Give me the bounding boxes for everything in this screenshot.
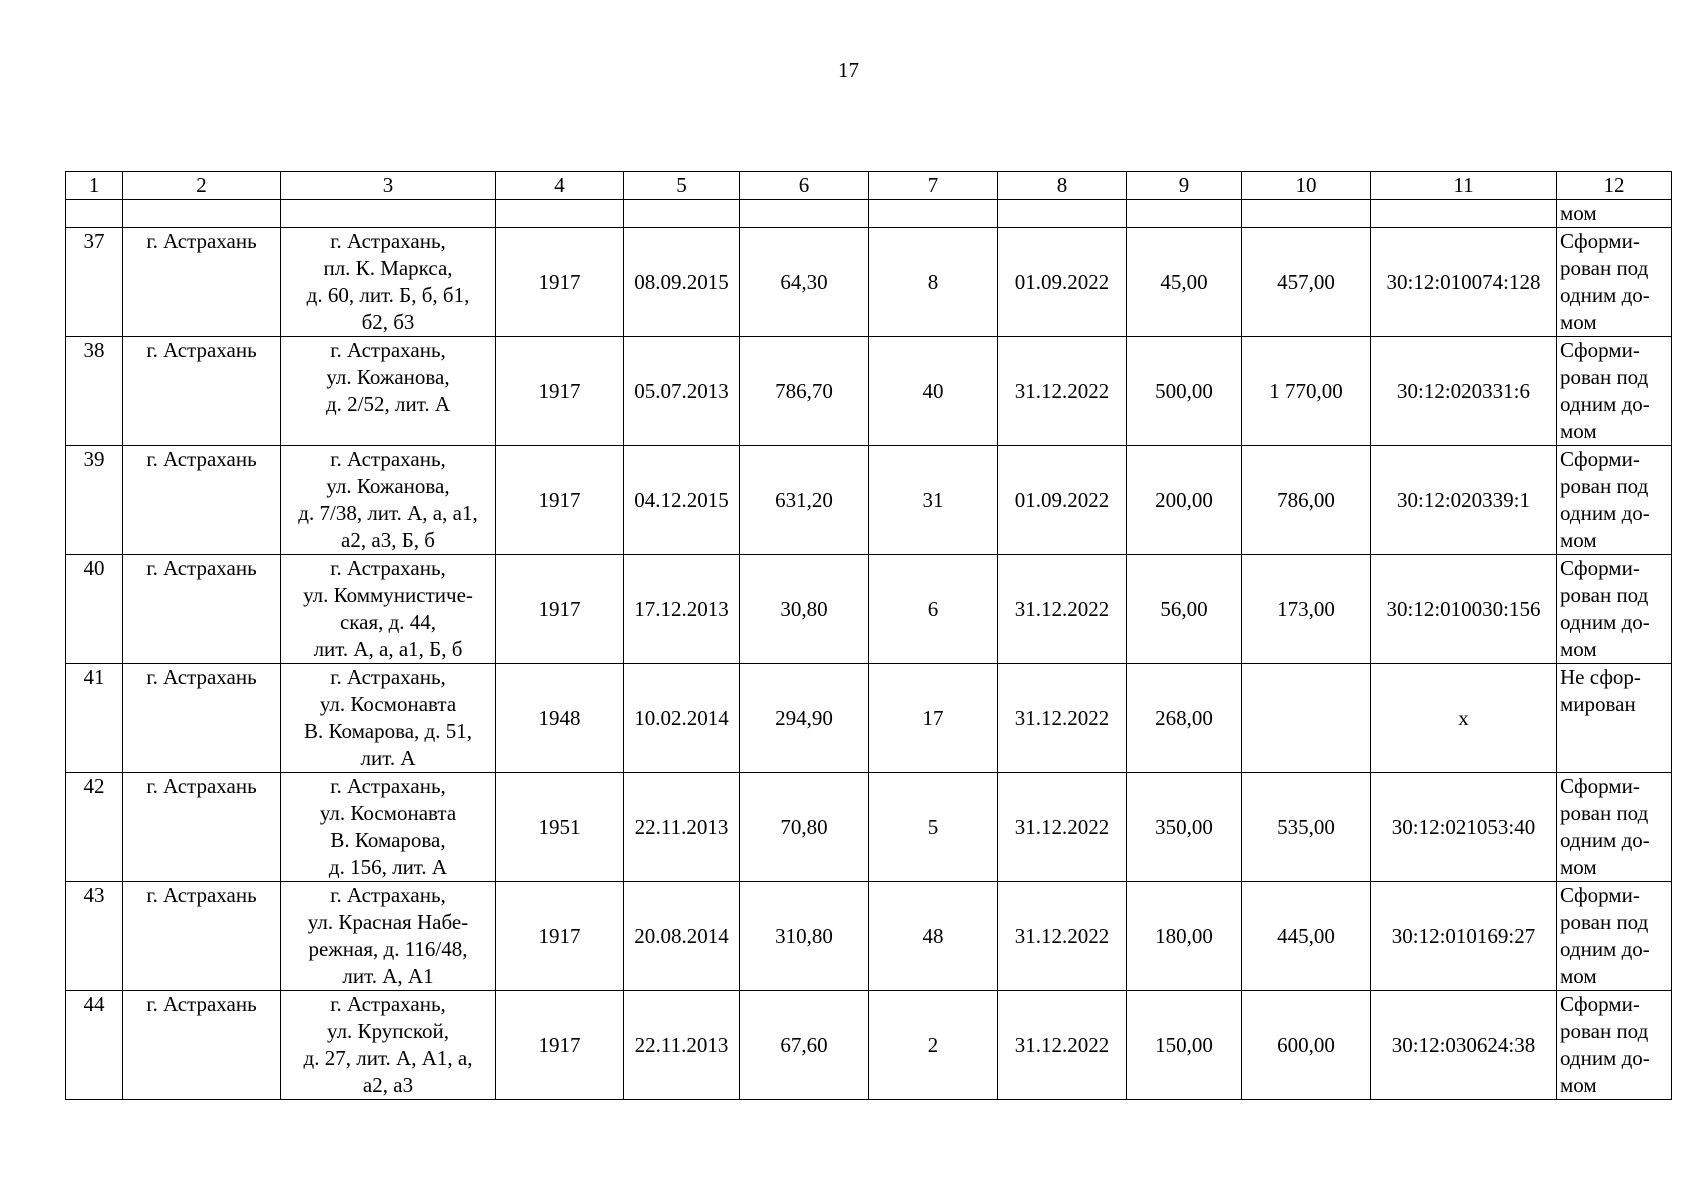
address-cell-line: ул. Кожанова, xyxy=(326,365,450,389)
deadline-cell: 01.09.2022 xyxy=(998,228,1127,337)
city-cell: г. Астрахань xyxy=(123,991,281,1100)
area-cell: 786,70 xyxy=(740,337,869,446)
address-cell-line: ул. Космонавта xyxy=(319,801,457,825)
land-status-cell-line: мирован xyxy=(1560,692,1636,716)
column-10-cell: 786,00 xyxy=(1242,446,1371,555)
column-10-cell: 535,00 xyxy=(1242,773,1371,882)
column-9-cell: 268,00 xyxy=(1127,664,1242,773)
empty-cell xyxy=(624,200,740,228)
land-status-cell-line: мом xyxy=(1560,1073,1597,1097)
column-9-cell: 500,00 xyxy=(1127,337,1242,446)
land-status-cell-line: Сформи- xyxy=(1560,229,1640,253)
cadastral-number-cell: 30:12:030624:38 xyxy=(1371,991,1557,1100)
column-9-cell: 200,00 xyxy=(1127,446,1242,555)
address-cell-line: г. Астрахань, xyxy=(330,883,446,907)
row-number: 43 xyxy=(66,882,123,991)
address-cell-line: ул. Красная Набе- xyxy=(307,910,469,934)
column-number: 7 xyxy=(869,172,998,200)
residents-cell: 5 xyxy=(869,773,998,882)
land-status-cell-line: рован под xyxy=(1560,474,1649,498)
cadastral-number-cell: 30:12:010030:156 xyxy=(1371,555,1557,664)
land-status-cell-line: одним до- xyxy=(1560,1046,1650,1070)
address-cell-line: лит. А, А1 xyxy=(342,964,434,988)
cadastral-number-cell: 30:12:021053:40 xyxy=(1371,773,1557,882)
empty-cell xyxy=(1242,200,1371,228)
residents-cell: 17 xyxy=(869,664,998,773)
empty-cell xyxy=(869,200,998,228)
table-row xyxy=(66,991,1672,1100)
column-number: 6 xyxy=(740,172,869,200)
address-cell-line: ул. Космонавта xyxy=(319,692,457,716)
column-10-cell: 457,00 xyxy=(1242,228,1371,337)
land-status-cell-line: рован под xyxy=(1560,1019,1649,1043)
address-cell-line: б2, б3 xyxy=(361,310,415,334)
row-number: 41 xyxy=(66,664,123,773)
row-number: 44 xyxy=(66,991,123,1100)
address-cell-line: г. Астрахань, xyxy=(330,992,446,1016)
table-body xyxy=(66,172,1672,1100)
row-number: 37 xyxy=(66,228,123,337)
deadline-cell: 01.09.2022 xyxy=(998,446,1127,555)
column-number: 3 xyxy=(281,172,496,200)
land-status-cell-line: одним до- xyxy=(1560,392,1650,416)
address-cell-line: г. Астрахань, xyxy=(330,665,446,689)
table-row xyxy=(66,446,1672,555)
land-status-cell-line: мом xyxy=(1560,964,1597,988)
column-10-cell: 600,00 xyxy=(1242,991,1371,1100)
address-cell-line: д. 7/38, лит. А, а, а1, xyxy=(298,501,478,525)
deadline-cell: 31.12.2022 xyxy=(998,882,1127,991)
address-cell-line: д. 27, лит. А, А1, а, xyxy=(303,1046,473,1070)
area-cell: 310,80 xyxy=(740,882,869,991)
deadline-cell: 31.12.2022 xyxy=(998,991,1127,1100)
year-cell: 1948 xyxy=(496,664,624,773)
empty-cell xyxy=(1371,200,1557,228)
address-cell-line: лит. А, а, а1, Б, б xyxy=(313,637,463,661)
land-status-cell xyxy=(1557,991,1672,1100)
land-status-cell-line: мом xyxy=(1560,310,1597,334)
address-cell-line: пл. К. Маркса, xyxy=(323,256,453,280)
land-status-cell-line: мом xyxy=(1560,637,1597,661)
land-status-cell xyxy=(1557,446,1672,555)
land-status-cell xyxy=(1557,228,1672,337)
land-status-cell-line: одним до- xyxy=(1560,937,1650,961)
address-cell-line: ул. Крупской, xyxy=(327,1019,449,1043)
empty-cell xyxy=(740,200,869,228)
date-cell: 20.08.2014 xyxy=(624,882,740,991)
year-cell: 1951 xyxy=(496,773,624,882)
page-number: 17 xyxy=(838,58,859,82)
cadastral-number-cell: х xyxy=(1371,664,1557,773)
deadline-cell: 31.12.2022 xyxy=(998,337,1127,446)
land-status-cell-line: Не сфор- xyxy=(1560,665,1641,689)
address-cell-line: режная, д. 116/48, xyxy=(308,937,468,961)
land-status-cell xyxy=(1557,664,1672,773)
column-number: 5 xyxy=(624,172,740,200)
land-status-cell-line: рован под xyxy=(1560,910,1649,934)
column-10-cell xyxy=(1242,664,1371,773)
year-cell: 1917 xyxy=(496,882,624,991)
land-status-cell-line: мом xyxy=(1560,419,1597,443)
table-row xyxy=(66,773,1672,882)
residents-cell: 2 xyxy=(869,991,998,1100)
address-cell-line: д. 156, лит. А xyxy=(328,855,448,879)
city-cell: г. Астрахань xyxy=(123,882,281,991)
address-cell-line: г. Астрахань, xyxy=(330,774,446,798)
residents-cell: 40 xyxy=(869,337,998,446)
city-cell: г. Астрахань xyxy=(123,555,281,664)
address-cell xyxy=(281,991,496,1100)
year-cell: 1917 xyxy=(496,555,624,664)
date-cell: 05.07.2013 xyxy=(624,337,740,446)
deadline-cell: 31.12.2022 xyxy=(998,555,1127,664)
column-number: 8 xyxy=(998,172,1127,200)
land-status-cell xyxy=(1557,882,1672,991)
housing-registry-table xyxy=(65,171,1672,1100)
land-status-cell-line: мом xyxy=(1560,855,1597,879)
year-cell: 1917 xyxy=(496,991,624,1100)
land-status-cell-line: одним до- xyxy=(1560,610,1650,634)
column-9-cell: 350,00 xyxy=(1127,773,1242,882)
column-number: 9 xyxy=(1127,172,1242,200)
column-number: 10 xyxy=(1242,172,1371,200)
area-cell: 30,80 xyxy=(740,555,869,664)
land-status-cell-line: Сформи- xyxy=(1560,338,1640,362)
column-10-cell: 1 770,00 xyxy=(1242,337,1371,446)
column-number: 11 xyxy=(1371,172,1557,200)
year-cell: 1917 xyxy=(496,446,624,555)
land-status-cell-line: Сформи- xyxy=(1560,556,1640,580)
city-cell: г. Астрахань xyxy=(123,664,281,773)
address-cell xyxy=(281,228,496,337)
deadline-cell: 31.12.2022 xyxy=(998,664,1127,773)
empty-cell xyxy=(1127,200,1242,228)
date-cell: 10.02.2014 xyxy=(624,664,740,773)
cadastral-number-cell: 30:12:020331:6 xyxy=(1371,337,1557,446)
land-status-cell-line: одним до- xyxy=(1560,828,1650,852)
column-9-cell: 45,00 xyxy=(1127,228,1242,337)
land-status-cell-line: мом xyxy=(1560,528,1597,552)
date-cell: 04.12.2015 xyxy=(624,446,740,555)
land-status-cell-line: Сформи- xyxy=(1560,447,1640,471)
address-cell xyxy=(281,773,496,882)
date-cell: 22.11.2013 xyxy=(624,773,740,882)
empty-cell xyxy=(496,200,624,228)
table-row xyxy=(66,882,1672,991)
address-cell-line: г. Астрахань, xyxy=(330,556,446,580)
year-cell: 1917 xyxy=(496,228,624,337)
date-cell: 08.09.2015 xyxy=(624,228,740,337)
column-number: 2 xyxy=(123,172,281,200)
residents-cell: 6 xyxy=(869,555,998,664)
address-cell-line: а2, а3 xyxy=(362,1073,414,1097)
table-row xyxy=(66,337,1672,446)
column-10-cell: 173,00 xyxy=(1242,555,1371,664)
residents-cell: 48 xyxy=(869,882,998,991)
address-cell xyxy=(281,446,496,555)
table-row xyxy=(66,228,1672,337)
address-cell-line: г. Астрахань, xyxy=(330,447,446,471)
cadastral-number-cell: 30:12:010074:128 xyxy=(1371,228,1557,337)
address-cell xyxy=(281,882,496,991)
column-9-cell: 56,00 xyxy=(1127,555,1242,664)
date-cell: 22.11.2013 xyxy=(624,991,740,1100)
land-status-cell xyxy=(1557,337,1672,446)
empty-cell xyxy=(281,200,496,228)
address-cell xyxy=(281,555,496,664)
area-cell: 64,30 xyxy=(740,228,869,337)
address-cell-line: В. Комарова, д. 51, xyxy=(304,719,472,743)
empty-cell xyxy=(66,200,123,228)
deadline-cell: 31.12.2022 xyxy=(998,773,1127,882)
address-cell-line: ская, д. 44, xyxy=(339,610,437,634)
row-number: 40 xyxy=(66,555,123,664)
address-cell-line: В. Комарова, xyxy=(330,828,446,852)
area-cell: 294,90 xyxy=(740,664,869,773)
address-cell-line: ул. Кожанова, xyxy=(326,474,450,498)
land-status-cell-line: Сформи- xyxy=(1560,992,1640,1016)
table-row xyxy=(66,555,1672,664)
empty-cell xyxy=(998,200,1127,228)
residents-cell: 31 xyxy=(869,446,998,555)
address-cell xyxy=(281,664,496,773)
address-cell xyxy=(281,337,496,446)
table-row xyxy=(66,664,1672,773)
land-status-cell xyxy=(1557,773,1672,882)
land-status-cell-line: Сформи- xyxy=(1560,774,1640,798)
column-number: 1 xyxy=(66,172,123,200)
column-10-cell: 445,00 xyxy=(1242,882,1371,991)
land-status-cell-line: одним до- xyxy=(1560,283,1650,307)
address-cell-line: д. 2/52, лит. А xyxy=(325,392,450,416)
column-9-cell: 180,00 xyxy=(1127,882,1242,991)
land-status-cell-line: Сформи- xyxy=(1560,883,1640,907)
column-number: 12 xyxy=(1557,172,1672,200)
row-number: 38 xyxy=(66,337,123,446)
row-number: 42 xyxy=(66,773,123,882)
land-status-cell-line: рован под xyxy=(1560,583,1649,607)
continuation-note: мом xyxy=(1557,200,1672,228)
city-cell: г. Астрахань xyxy=(123,446,281,555)
date-cell: 17.12.2013 xyxy=(624,555,740,664)
column-number: 4 xyxy=(496,172,624,200)
city-cell: г. Астрахань xyxy=(123,773,281,882)
area-cell: 70,80 xyxy=(740,773,869,882)
column-9-cell: 150,00 xyxy=(1127,991,1242,1100)
address-cell-line: ул. Коммунистиче- xyxy=(303,583,473,607)
address-cell-line: д. 60, лит. Б, б, б1, xyxy=(306,283,470,307)
address-cell-line: а2, а3, Б, б xyxy=(341,528,435,552)
address-cell-line: лит. А xyxy=(360,746,416,770)
land-status-cell-line: рован под xyxy=(1560,365,1649,389)
area-cell: 631,20 xyxy=(740,446,869,555)
area-cell: 67,60 xyxy=(740,991,869,1100)
cadastral-number-cell: 30:12:010169:27 xyxy=(1371,882,1557,991)
row-number: 39 xyxy=(66,446,123,555)
city-cell: г. Астрахань xyxy=(123,228,281,337)
land-status-cell-line: рован под xyxy=(1560,801,1649,825)
continuation-row xyxy=(66,200,1672,228)
city-cell: г. Астрахань xyxy=(123,337,281,446)
address-cell-line: г. Астрахань, xyxy=(330,229,446,253)
empty-cell xyxy=(123,200,281,228)
year-cell: 1917 xyxy=(496,337,624,446)
column-number-row xyxy=(66,172,1672,200)
address-cell-line: г. Астрахань, xyxy=(330,338,446,362)
land-status-cell xyxy=(1557,555,1672,664)
cadastral-number-cell: 30:12:020339:1 xyxy=(1371,446,1557,555)
residents-cell: 8 xyxy=(869,228,998,337)
land-status-cell-line: рован под xyxy=(1560,256,1649,280)
land-status-cell-line: одним до- xyxy=(1560,501,1650,525)
